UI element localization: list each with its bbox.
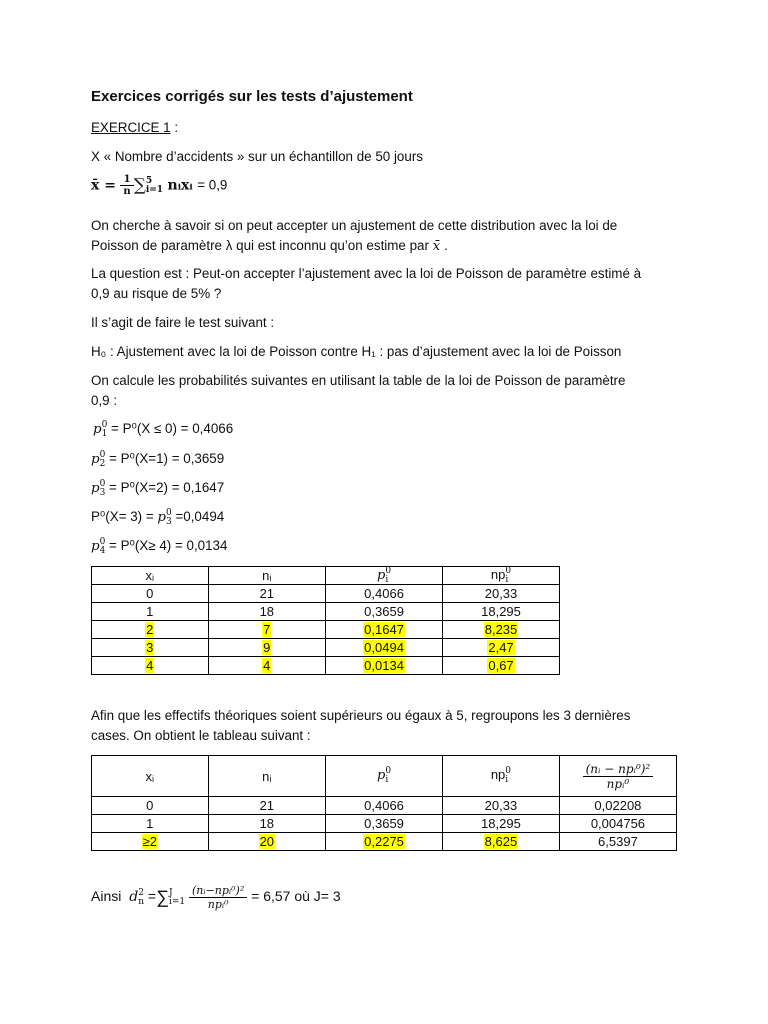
cell: 6,5397	[559, 833, 676, 851]
para5-line1: Afin que les effectifs théoriques soient supérieurs ou égaux à 5, regroupons les 3 dernières	[91, 708, 631, 723]
header-pi: p0 i	[326, 756, 443, 797]
cell: 0	[92, 585, 209, 603]
p-limits: 0 4	[99, 537, 106, 556]
prob-text: = P⁰(X=1) = 0,3659	[105, 451, 225, 467]
mean-frac-num: 1	[120, 174, 133, 186]
mean-value: = 0,9	[197, 177, 228, 193]
cell: 18	[208, 815, 326, 833]
prob-text: = P⁰(X ≤ 0) = 0,4066	[107, 421, 234, 437]
para1-end: .	[440, 238, 448, 253]
cell: 21	[208, 585, 326, 603]
cell: 0,02208	[559, 797, 676, 815]
cell: 0,0134	[326, 657, 443, 675]
cell: 0,67	[443, 657, 560, 675]
cell: 4	[92, 657, 209, 675]
prob-line-2	[91, 451, 224, 468]
page-title: Exercices corrigés sur les tests d’ajustement	[91, 88, 413, 105]
cell: 20	[208, 833, 326, 851]
header-npi: np0 i	[443, 567, 560, 585]
header-chi-term	[559, 756, 676, 797]
table-row	[92, 603, 560, 621]
cell: 0,2275	[326, 833, 443, 851]
prob-text: =0,0494	[171, 509, 225, 525]
equals-sign: =	[147, 888, 157, 905]
dn-symbol: d	[129, 889, 139, 906]
header-xi: xᵢ	[92, 756, 209, 797]
prob-text: = P⁰(X≥ 4) = 0,0134	[105, 538, 228, 554]
table-row	[92, 585, 560, 603]
mean-lhs: x̄ =	[91, 177, 116, 194]
cell: 8,625	[442, 833, 559, 851]
cell: 0,3659	[326, 815, 443, 833]
conclusion-prefix: Ainsi	[91, 888, 122, 905]
cell: 3	[92, 639, 209, 657]
header-ni: nᵢ	[208, 756, 326, 797]
table-row-highlighted	[92, 657, 560, 675]
conclusion-fraction	[189, 884, 247, 911]
intro-text: X « Nombre d’accidents » sur un échantillon de 50 jours	[91, 149, 423, 164]
p-sub: 4	[99, 545, 106, 556]
table-row-highlighted	[92, 639, 560, 657]
table-header-row	[92, 756, 677, 797]
para3: Il s’agit de faire le test suivant :	[91, 315, 275, 330]
prob-line-5	[91, 538, 227, 555]
cell: 18,295	[443, 603, 560, 621]
chi-term-den: npᵢ⁰	[606, 776, 630, 791]
table-1	[91, 566, 560, 675]
mean-fraction	[120, 174, 133, 197]
p-symbol: p	[157, 510, 166, 526]
mean-formula	[91, 174, 227, 197]
para4-line1: On calcule les probabilités suivantes en utilisant la table de la loi de Poisson de paramètre	[91, 373, 626, 388]
table-row	[92, 797, 677, 815]
p-limits: 0 3	[99, 479, 106, 498]
sum-symbol: ∑	[133, 175, 146, 196]
para1-line2-text: Poisson de paramètre λ qui est inconnu qu’on estime par	[91, 238, 429, 253]
table-row	[92, 815, 677, 833]
cell: 1	[92, 603, 209, 621]
para2-line1: La question est : Peut-on accepter l’ajustement avec la loi de Poisson de paramètre estimé à	[91, 266, 642, 281]
p-limits: 0 1	[101, 420, 108, 439]
para5-line2: cases. On obtient le tableau suivant :	[91, 728, 311, 743]
conclusion-sum-lower: i=1	[168, 896, 186, 907]
prob-line-1	[93, 421, 233, 438]
mean-sum-upper: 5	[145, 175, 153, 186]
p-limits: 0 2	[99, 450, 106, 469]
cell: 1	[92, 815, 209, 833]
hypotheses: H₀ : Ajustement avec la loi de Poisson contre H₁ : pas d’ajustement avec la loi de Poisson	[91, 344, 622, 359]
prob-line-4	[91, 509, 224, 526]
para4-line2: 0,9 :	[91, 393, 118, 408]
p-sub: 3	[99, 487, 106, 498]
cell: ≥2	[92, 833, 209, 851]
p-symbol: p	[91, 452, 100, 468]
exercise-label: EXERCICE 1	[91, 120, 171, 135]
mean-term: nᵢxᵢ	[167, 177, 193, 194]
cell: 0,4066	[326, 585, 443, 603]
cell: 2	[92, 621, 209, 639]
p-sub: 2	[99, 458, 106, 469]
table-row-highlighted	[92, 833, 677, 851]
chi-term-fraction	[583, 762, 654, 791]
cell: 2,47	[443, 639, 560, 657]
cell: 0,4066	[326, 797, 443, 815]
cell: 20,33	[443, 585, 560, 603]
cell: 0,004756	[559, 815, 676, 833]
header-ni: nᵢ	[208, 567, 326, 585]
conclusion-frac-den: npᵢ⁰	[207, 898, 229, 911]
mean-sum-limits	[146, 177, 163, 194]
conclusion-formula	[91, 884, 341, 911]
cell: 0	[92, 797, 209, 815]
header-xi: xᵢ	[92, 567, 209, 585]
p-sub: 1	[101, 428, 108, 439]
p-sub: 3	[165, 516, 172, 527]
table-2	[91, 755, 677, 851]
p-symbol: p	[91, 481, 100, 497]
para1-line2	[91, 238, 448, 254]
cell: 0,0494	[326, 639, 443, 657]
header-npi: np0 i	[442, 756, 559, 797]
cell: 18,295	[442, 815, 559, 833]
table-header-row	[92, 567, 560, 585]
p-limits: 0 3	[165, 508, 172, 527]
mean-frac-den: n	[123, 186, 131, 197]
cell: 0,3659	[326, 603, 443, 621]
conclusion-frac-num: (nᵢ−npᵢ⁰)²	[189, 884, 247, 898]
p-symbol: p	[93, 422, 102, 438]
prob-line-3	[91, 480, 224, 497]
conclusion-result: = 6,57 où J= 3	[247, 888, 341, 905]
cell: 8,235	[443, 621, 560, 639]
para1-line1: On cherche à savoir si on peut accepter un ajustement de cette distribution avec la loi de	[91, 218, 618, 233]
sum-symbol: ∑	[156, 887, 169, 907]
mean-sum-lower: i=1	[145, 184, 164, 195]
chi-term-num: (nᵢ − npᵢ⁰)²	[583, 762, 654, 777]
cell: 21	[208, 797, 326, 815]
prob-prefix: P⁰(X= 3) =	[91, 509, 158, 525]
cell: 18	[208, 603, 326, 621]
prob-text: = P⁰(X=2) = 0,1647	[105, 480, 225, 496]
conclusion-sum-upper: J	[168, 887, 173, 898]
exercise-colon: :	[170, 120, 179, 135]
cell: 0,1647	[326, 621, 443, 639]
para1-symbol: x̄	[432, 239, 441, 254]
p-symbol: p	[91, 539, 100, 555]
cell: 4	[208, 657, 326, 675]
table-row-highlighted	[92, 621, 560, 639]
cell: 7	[208, 621, 326, 639]
exercise-heading	[91, 120, 178, 135]
cell: 9	[208, 639, 326, 657]
conclusion-sum-limits	[169, 889, 185, 906]
dn-limits: 2 n	[138, 887, 145, 907]
cell: 20,33	[442, 797, 559, 815]
header-pi: p0 i	[326, 567, 443, 585]
para2-line2: 0,9 au risque de 5% ?	[91, 286, 222, 301]
